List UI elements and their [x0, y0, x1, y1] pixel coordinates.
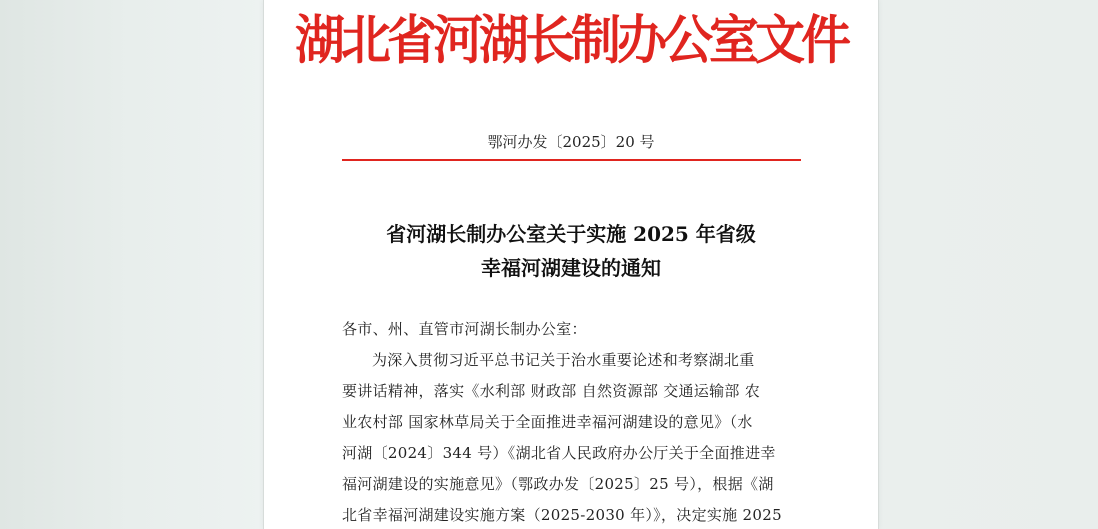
body-line-5: 福河湖建设的实施意见》（鄂政办发〔2025〕25 号），根据《湖	[342, 475, 774, 493]
body-line-1: 为深入贯彻习近平总书记关于治水重要论述和考察湖北重	[372, 351, 755, 369]
document-number: 鄂河办发〔2025〕20 号	[487, 133, 655, 151]
notice-title-line-1: 省河湖长制办公室关于实施 2025 年省级	[386, 222, 756, 246]
notice-body	[342, 314, 800, 529]
body-line-3: 业农村部 国家林草局关于全面推进幸福河湖建设的意见》（水	[342, 413, 753, 431]
notice-title	[264, 217, 878, 285]
red-divider-line	[342, 159, 801, 161]
body-line-6: 北省幸福河湖建设实施方案（2025-2030 年）》，决定实施 2025	[342, 506, 782, 524]
body-line-2: 要讲话精神，落实《水利部 财政部 自然资源部 交通运输部 农	[342, 382, 761, 400]
addressee-line: 各市、州、直管市河湖长制办公室：	[342, 320, 587, 338]
red-header-title: 湖北省河湖长制办公室文件	[295, 8, 847, 71]
document-page	[264, 0, 878, 529]
notice-title-line-2: 幸福河湖建设的通知	[481, 256, 661, 280]
body-line-4: 河湖〔2024〕344 号）《湖北省人民政府办公厅关于全面推进幸	[342, 444, 776, 462]
